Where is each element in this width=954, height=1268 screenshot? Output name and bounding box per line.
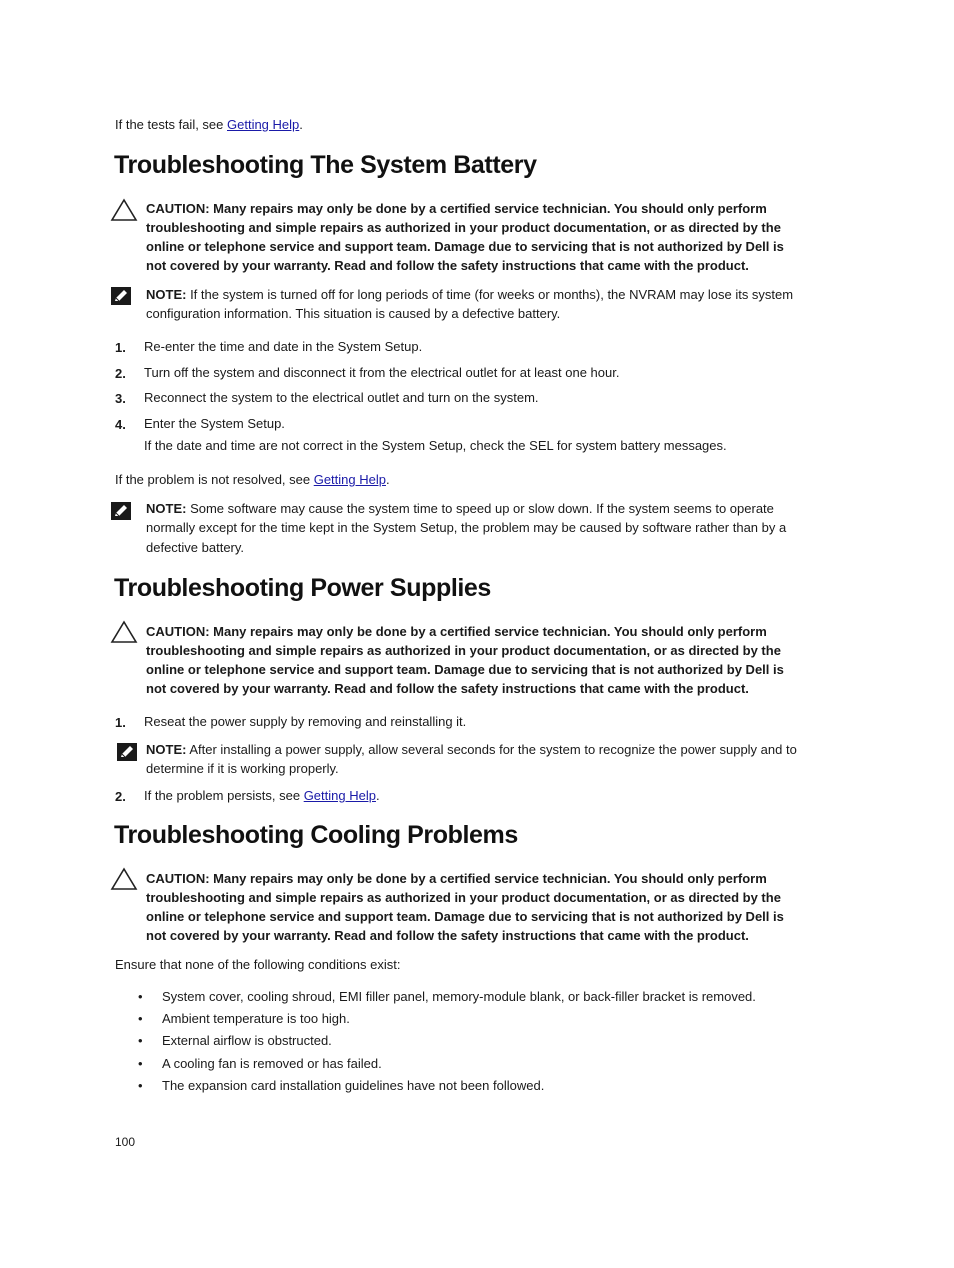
battery-caution: CAUTION: Many repairs may only be done by a certified service technician. You should only perform troubleshooting and simple repairs as authorized in your product documentation, or as directed by the online or telephone service and support team. Damage due to servicing that is not authorized by Dell is not covered by your warranty. Read and follow the safety instructions that came with the product. [146,201,784,273]
step-text: Turn off the system and disconnect it from the electrical outlet for at least one hour. [144,365,620,380]
cooling-intro: Ensure that none of the following conditions exist: [115,957,401,972]
step-4-subtext: If the date and time are not correct in the System Setup, check the SEL for system battery messages. [144,438,727,453]
list-item: The expansion card installation guidelines have not been followed. [162,1078,545,1093]
caution-icon [110,620,138,644]
step-text: Re-enter the time and date in the System Setup. [144,339,423,354]
bullet-dot: • [138,1011,143,1026]
cooling-heading: Troubleshooting Cooling Problems [114,821,518,849]
caution-icon [110,198,138,222]
step-text: Enter the System Setup. [144,416,285,431]
list-item: System cover, cooling shroud, EMI filler panel, memory-module blank, or back-filler bracket is removed. [162,989,756,1004]
bullet-dot: • [138,1078,143,1093]
power-heading: Troubleshooting Power Supplies [114,574,491,602]
power-note: NOTE: After installing a power supply, allow several seconds for the system to recognize the power supply and to determine if it is working properly. [146,742,797,777]
step-number: 2. [115,789,126,804]
battery-note-2: NOTE: Some software may cause the system time to speed up or slow down. If the system seems to operate normally except for the time kept in the System Setup, the problem may be caused by software rather than by a defective battery. [146,501,787,555]
note-icon [110,286,132,306]
getting-help-link[interactable]: Getting Help [227,117,300,132]
bullet-dot: • [138,1033,143,1048]
note-icon [116,742,138,762]
step-text: Reconnect the system to the electrical outlet and turn on the system. [144,390,539,405]
battery-heading: Troubleshooting The System Battery [114,151,537,179]
step-number: 2. [115,366,126,381]
getting-help-link[interactable]: Getting Help [313,472,386,487]
list-item: A cooling fan is removed or has failed. [162,1056,382,1071]
page-number: 100 [115,1135,136,1149]
step-number: 1. [115,715,126,730]
cooling-caution: CAUTION: Many repairs may only be done by a certified service technician. You should only perform troubleshooting and simple repairs as authorized in your product documentation, or as directed by the online or telephone service and support team. Damage due to servicing that is not authorized by Dell is not covered by your warranty. Read and follow the safety instructions that came with the product. [146,871,784,943]
step-number: 3. [115,391,126,406]
list-item: Ambient temperature is too high. [162,1011,350,1026]
step-number: 1. [115,340,126,355]
step-text: If the problem persists, see Getting Help. [144,788,380,803]
bullet-dot: • [138,1056,143,1071]
battery-note-1: NOTE: If the system is turned off for long periods of time (for weeks or months), the NVRAM may lose its system configuration information. This situation is caused by a defective battery. [146,287,794,322]
note-icon [110,501,132,521]
intro-line: If the tests fail, see Getting Help. [115,117,303,132]
bullet-dot: • [138,989,143,1004]
caution-icon [110,867,138,891]
step-number: 4. [115,417,126,432]
power-caution: CAUTION: Many repairs may only be done by a certified service technician. You should only perform troubleshooting and simple repairs as authorized in your product documentation, or as directed by the online or telephone service and support team. Damage due to servicing that is not authorized by Dell is not covered by your warranty. Read and follow the safety instructions that came with the product. [146,624,784,696]
list-item: External airflow is obstructed. [162,1033,332,1048]
not-resolved-line: If the problem is not resolved, see Getting Help. [115,472,390,487]
getting-help-link[interactable]: Getting Help [303,788,376,803]
step-text: Reseat the power supply by removing and reinstalling it. [144,714,467,729]
